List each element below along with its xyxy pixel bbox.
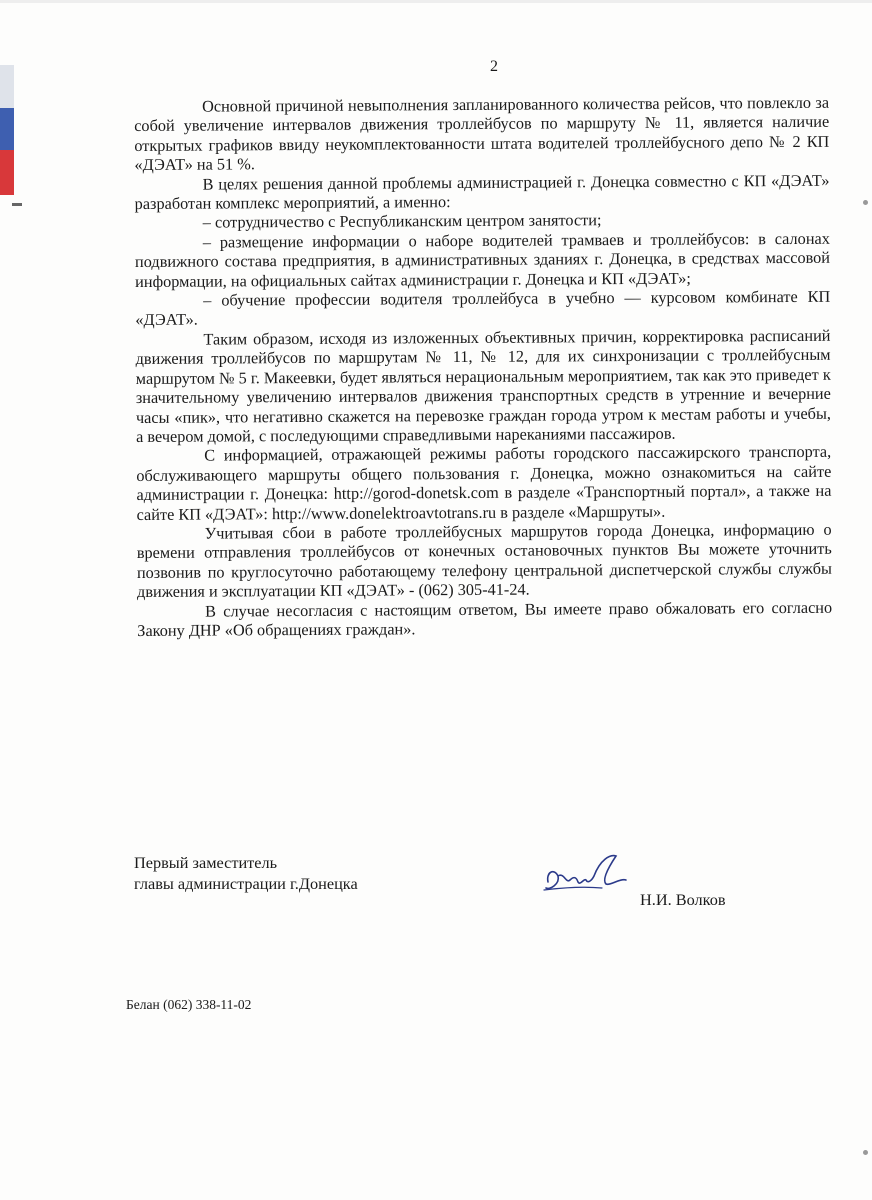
- flag-stripe-white: [0, 65, 14, 108]
- position-line: главы администрации г.Донецка: [134, 874, 358, 893]
- list-item: – обучение профессии водителя троллейбуса в учебно — курсовом комбинате КП «ДЭАТ».: [135, 286, 831, 330]
- paragraph: Учитывая сбои в работе троллейбусных маршрутов города Донецка, информацию о времени отправления троллейбусов от конечных остановочных пунктов Вы можете уточнить позвонив по круглосуточно работающему телефону центральной диспетчерской службы службы движения и эксплуатации КП «ДЭАТ» - (062) 305-41-24.: [136, 519, 832, 602]
- position-line: Первый заместитель: [134, 853, 278, 872]
- tricolor-flag-mark: [0, 65, 14, 195]
- list-item: – размещение информации о наборе водителей трамваев и троллейбусов: в салонах подвижного состава предприятия, в административных зданиях г. Донецка, в средствах массовой информации, на официальных сайтах администрации г. Донецка и КП «ДЭАТ»;: [134, 228, 831, 291]
- scan-top-edge: [0, 0, 872, 3]
- handwritten-signature: [540, 850, 630, 905]
- letter-body: [134, 93, 832, 641]
- margin-mark: [12, 203, 22, 206]
- flag-stripe-red: [0, 150, 14, 195]
- paragraph: С информацией, отражающей режимы работы городского пассажирского транспорта, обслуживающего маршруты общего пользования г. Донецка, можно ознакомиться на сайте администрации г. Донецка: http://gorod-donetsk.com в разделе «Транспортный портал», а также на сайте КП «ДЭАТ»: http://www.donelektroavtotrans.ru в разделе «Маршруты».: [136, 442, 832, 524]
- list-item: – сотрудничество с Республиканским центром занятости;: [202, 210, 602, 233]
- executor-contact: Белан (062) 338-11-02: [126, 997, 252, 1012]
- signatory-position: [134, 852, 358, 894]
- page-number: 2: [490, 58, 498, 75]
- paragraph: Основной причиной невыполнения запланированного количества рейсов, что повлекло за собой увеличение интервалов движения троллейбусов по маршруту № 11, является наличие открытых графиков ввиду неукомплектованности штата водителей троллейбусного депо № 2 КП «ДЭАТ» на 51 %.: [134, 92, 830, 175]
- paragraph: В целях решения данной проблемы администрацией г. Донецка совместно с КП «ДЭАТ» разработан комплекс мероприятий, а именно:: [134, 170, 830, 214]
- flag-stripe-blue: [0, 108, 14, 150]
- scan-dot: [863, 200, 868, 205]
- paragraph: В случае несогласия с настоящим ответом, Вы имеете право обжаловать его согласно Закону ДНР «Об обращениях граждан».: [137, 597, 833, 640]
- signatory-name: Н.И. Волков: [640, 890, 726, 909]
- paragraph: Таким образом, исходя из изложенных объективных причин, корректировка расписаний движения троллейбусов по маршрутам № 11, № 12, для их синхронизации с троллейбусным маршрутом № 5 г. Макеевки, будет являться нерациональным мероприятием, так как это приведет к значительному увеличению интервалов движения транспортных средств в утренние и вечерние часы «пик», что негативно скажется на перевозке граждан города утром к местам работы и учебы, а вечером домой, с последующими справедливыми нареканиями пассажиров.: [135, 325, 831, 446]
- scan-dot: [863, 1150, 868, 1155]
